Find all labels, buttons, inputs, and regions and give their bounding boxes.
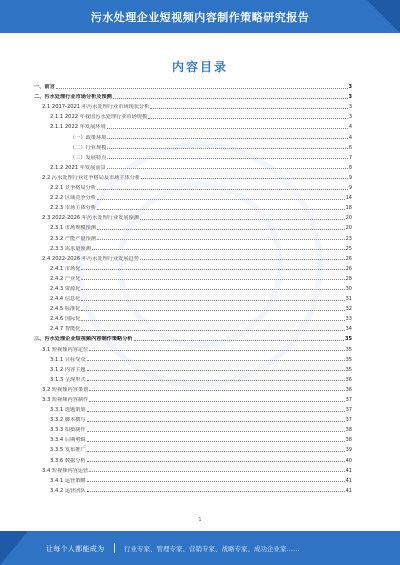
- toc-entry-page: 38: [345, 437, 352, 444]
- toc-entry-page: 32: [345, 306, 352, 313]
- report-header-bar: [0, 0, 400, 33]
- footer-bar: [0, 531, 400, 565]
- toc-entry-page: 28: [345, 275, 352, 282]
- toc-entry-title: 3.4.1 运营策略: [50, 477, 86, 484]
- toc-entry[interactable]: [34, 302, 352, 312]
- toc-heading: 内容目录: [171, 60, 228, 74]
- toc-entry-page: 8: [348, 164, 352, 171]
- toc-entry-title: 2.4.6 国际化: [50, 316, 81, 323]
- toc-leader-dots: [107, 128, 348, 129]
- toc-entry[interactable]: [34, 322, 352, 332]
- toc-leader-dots: [87, 431, 345, 432]
- toc-entry[interactable]: [34, 282, 352, 292]
- toc-entry-page: 35: [345, 366, 352, 373]
- toc-leader-dots: [87, 491, 345, 492]
- toc-entry-page: 9: [348, 185, 352, 192]
- toc-entry-title: 2.1.2 2021 年发展前景: [50, 164, 106, 171]
- page-number: 1: [198, 517, 202, 523]
- toc-leader-dots: [81, 289, 344, 290]
- toc-leader-dots: [150, 108, 348, 109]
- toc-leader-dots: [97, 199, 345, 200]
- toc-entry[interactable]: [34, 453, 352, 463]
- toc-entry-page: 40: [345, 457, 352, 464]
- toc-entry-title: 2.1 2017-2021 年污水处理行业市场现状分析: [42, 104, 150, 111]
- toc-leader-dots: [89, 350, 344, 351]
- toc-entry-title: 2.3 2022-2026 年污水处理行业发展预测: [42, 215, 139, 222]
- toc-entry-page: 35: [345, 336, 352, 343]
- toc-entry-title: （二）行业规模: [70, 144, 107, 151]
- toc-leader-dots: [81, 310, 344, 311]
- toc-entry-page: 35: [345, 346, 352, 353]
- toc-entry-title: 2.4.2 产业化: [50, 275, 81, 282]
- toc-leader-dots: [89, 401, 344, 402]
- toc-leader-dots: [107, 168, 348, 169]
- toc-leader-dots: [87, 481, 345, 482]
- toc-leader-dots: [89, 471, 344, 472]
- toc-entry-title: 2.4.3 资源化: [50, 285, 81, 292]
- toc-entry[interactable]: [34, 433, 352, 443]
- toc-entry-page: 3: [348, 94, 352, 101]
- toc-leader-dots: [81, 300, 344, 301]
- toc-entry-page: 36: [345, 386, 352, 393]
- toc-entry[interactable]: [34, 161, 352, 171]
- toc-leader-dots: [97, 209, 345, 210]
- toc-leader-dots: [87, 360, 345, 361]
- toc-entry-page: 6: [348, 144, 352, 151]
- toc-entry[interactable]: [34, 191, 352, 201]
- toc-leader-dots: [87, 380, 345, 381]
- toc-entry-title: 三、污水处理企业短视频内容制作策略分析: [34, 336, 133, 343]
- toc-entry-title: 3.3.2 脚本撰写: [50, 417, 86, 424]
- toc-leader-dots: [81, 320, 344, 321]
- footer-slogan: 让每个人都能成为: [46, 545, 105, 553]
- toc-entry-title: （三）发展特点: [70, 154, 107, 161]
- toc-entry[interactable]: [34, 342, 352, 352]
- toc-leader-dots: [140, 259, 345, 260]
- toc-entry[interactable]: [34, 373, 352, 383]
- toc-entry-page: 39: [345, 447, 352, 454]
- toc-entry-page: 3: [348, 114, 352, 121]
- toc-entry-title: 2.1.1 2022 年发展环境: [50, 124, 106, 131]
- toc-entry[interactable]: [34, 211, 352, 221]
- toc-entry-title: 2.4.1 市场化: [50, 265, 81, 272]
- toc-entry-page: 41: [345, 477, 352, 484]
- toc-leader-dots: [81, 279, 344, 280]
- toc-entry-title: （一）政策环境: [70, 134, 107, 141]
- toc-leader-dots: [148, 118, 348, 119]
- toc-entry[interactable]: [34, 130, 352, 140]
- toc-entry-page: 9: [348, 174, 352, 181]
- toc-entry-title: 2.2.1 竞争格局分析: [50, 185, 96, 192]
- toc-leader-dots: [92, 249, 345, 250]
- toc-leader-dots: [87, 461, 345, 462]
- toc-entry[interactable]: [34, 484, 352, 494]
- toc-entry-page: 20: [345, 215, 352, 222]
- toc-entry-title: 2.3.3 需求量预测: [50, 245, 91, 252]
- toc-entry[interactable]: [34, 383, 352, 393]
- toc-entry[interactable]: [34, 403, 352, 413]
- toc-entry-title: 3.3.5 发布推广: [50, 447, 86, 454]
- toc-entry-title: 一、前言: [34, 84, 55, 91]
- toc-entry-page: 34: [345, 326, 352, 333]
- toc-entry-title: 2.4.7 智能化: [50, 326, 81, 333]
- toc-entry-page: 26: [345, 265, 352, 272]
- toc-leader-dots: [87, 421, 345, 422]
- toc-leader-dots: [97, 239, 345, 240]
- toc-entry[interactable]: [34, 110, 352, 120]
- toc-entry[interactable]: [34, 80, 352, 90]
- toc-entry-page: 23: [345, 235, 352, 242]
- toc-entry-title: 3.2 短视频内容策划: [42, 386, 89, 393]
- toc-entry-page: 35: [345, 356, 352, 363]
- footer-separator: [114, 543, 115, 553]
- toc-entry-title: 二、污水处理行业市场分析及预测: [34, 94, 112, 101]
- toc-leader-dots: [87, 451, 345, 452]
- toc-entry[interactable]: [34, 312, 352, 322]
- toc-leader-dots: [87, 411, 345, 412]
- toc-entry-page: 30: [345, 285, 352, 292]
- toc-entry[interactable]: [34, 141, 352, 151]
- toc-entry[interactable]: [34, 181, 352, 191]
- toc-entry[interactable]: [34, 231, 352, 241]
- toc-entry-page: 3: [348, 104, 352, 111]
- table-of-contents: [34, 80, 352, 494]
- toc-entry-title: 3.1 短视频内容定位: [42, 346, 89, 353]
- toc-entry[interactable]: [34, 242, 352, 252]
- toc-leader-dots: [97, 189, 348, 190]
- toc-leader-dots: [113, 98, 348, 99]
- toc-entry[interactable]: [34, 221, 352, 231]
- toc-entry-page: 14: [345, 195, 352, 202]
- toc-leader-dots: [81, 330, 344, 331]
- toc-entry-page: 33: [345, 316, 352, 323]
- toc-entry[interactable]: [34, 443, 352, 453]
- toc-entry[interactable]: [34, 151, 352, 161]
- toc-entry[interactable]: [34, 474, 352, 484]
- toc-leader-dots: [89, 390, 344, 391]
- toc-entry-title: 3.3 短视频内容制作: [42, 397, 89, 403]
- toc-entry-page: 37: [345, 417, 352, 424]
- toc-entry-page: 41: [345, 467, 352, 474]
- toc-entry-title: 2.4 2022-2026 年污水处理行业发展趋势: [42, 255, 139, 262]
- toc-entry-title: 3.3.4 后期剪辑: [50, 437, 86, 444]
- toc-entry-page: 4: [348, 134, 352, 141]
- toc-entry-title: 2.2.3 市场主体分析: [50, 205, 96, 212]
- toc-entry-title: 2.4.4 信息化: [50, 296, 81, 303]
- toc-entry-page: 37: [345, 397, 352, 403]
- toc-entry-page: 4: [348, 124, 352, 131]
- toc-leader-dots: [134, 340, 344, 341]
- toc-entry[interactable]: [34, 393, 352, 403]
- toc-leader-dots: [107, 148, 347, 149]
- toc-entry[interactable]: [34, 292, 352, 302]
- toc-entry-page: 7: [348, 154, 352, 161]
- toc-entry[interactable]: [34, 100, 352, 110]
- toc-entry[interactable]: [34, 252, 352, 262]
- toc-entry-title: 3.1.1 目标受众: [50, 356, 86, 363]
- toc-entry[interactable]: [34, 413, 352, 423]
- toc-entry-title: 2.2 污水处理行业竞争格局及市场主体分析: [42, 174, 141, 181]
- toc-entry-title: 3.4 短视频内容运营: [42, 467, 89, 474]
- toc-entry[interactable]: [34, 353, 352, 363]
- toc-entry-title: 3.4.2 运营团队: [50, 487, 86, 494]
- footer-roles: 行业专家、管理专家、营销专家、战略专家、成功企业家……: [124, 545, 300, 553]
- toc-entry-page: 37: [345, 407, 352, 414]
- toc-entry[interactable]: [34, 120, 352, 130]
- toc-entry-page: 31: [345, 296, 352, 303]
- toc-entry-page: 36: [345, 376, 352, 383]
- toc-entry[interactable]: [34, 262, 352, 272]
- footer-decoration: [0, 531, 28, 565]
- toc-entry[interactable]: [34, 464, 352, 474]
- report-title: 污水处理企业短视频内容制作策略研究报告: [90, 11, 310, 24]
- toc-entry-title: 2.4.5 标准化: [50, 306, 81, 313]
- header-corner-decoration: [367, 0, 400, 33]
- toc-entry-title: 3.3.6 数据分析: [50, 457, 86, 464]
- toc-entry[interactable]: [34, 171, 352, 181]
- toc-entry-title: 2.1.1 2022 年我国污水处理行业市场规模: [50, 114, 148, 121]
- toc-entry-page: 38: [345, 427, 352, 434]
- toc-leader-dots: [87, 370, 345, 371]
- toc-entry-title: 2.3.2 产能产量预测: [50, 235, 96, 242]
- toc-entry-title: 2.2.2 区域竞争分析: [50, 195, 96, 202]
- toc-leader-dots: [97, 229, 345, 230]
- toc-entry[interactable]: [34, 201, 352, 211]
- toc-entry[interactable]: [34, 90, 352, 100]
- toc-entry-title: 2.3.1 市场规模预测: [50, 225, 96, 232]
- toc-leader-dots: [87, 441, 345, 442]
- toc-leader-dots: [141, 178, 348, 179]
- toc-leader-dots: [107, 158, 347, 159]
- toc-leader-dots: [140, 219, 345, 220]
- toc-entry-page: 41: [345, 487, 352, 494]
- toc-entry[interactable]: [34, 332, 352, 342]
- toc-entry-page: 3: [348, 84, 352, 91]
- toc-entry-title: 3.3.1 选题策划: [50, 407, 86, 414]
- toc-entry-page: 26: [345, 255, 352, 262]
- toc-entry[interactable]: [34, 423, 352, 433]
- toc-leader-dots: [56, 88, 348, 89]
- toc-entry-title: 3.1.3 呈现形式: [50, 376, 86, 383]
- toc-leader-dots: [81, 269, 344, 270]
- toc-entry-page: 25: [345, 245, 352, 252]
- toc-entry-page: 20: [345, 225, 352, 232]
- toc-entry-title: 3.1.2 内容主题: [50, 366, 86, 373]
- toc-entry[interactable]: [34, 272, 352, 282]
- toc-entry[interactable]: [34, 363, 352, 373]
- toc-leader-dots: [107, 138, 347, 139]
- toc-entry-title: 3.3.3 拍摄制作: [50, 427, 86, 434]
- toc-entry-page: 18: [345, 205, 352, 212]
